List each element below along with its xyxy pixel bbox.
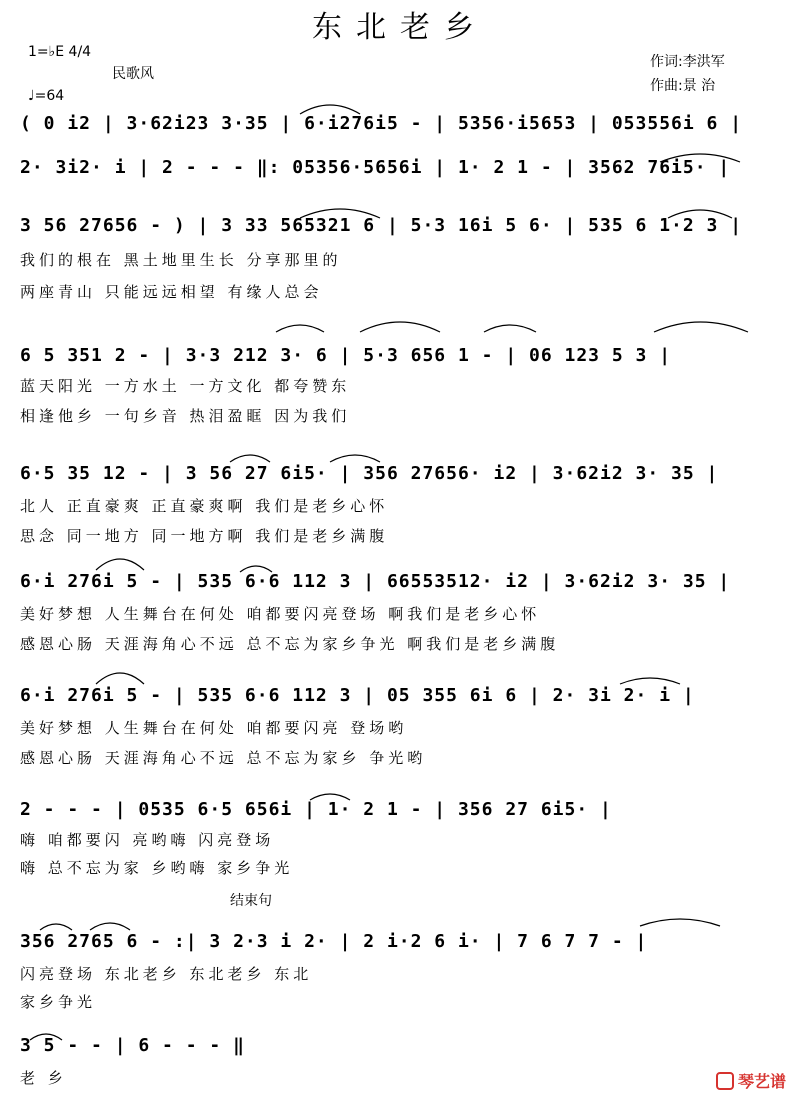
lyric-verse-2: 思念 同一地方 同一地方啊 我们是老乡满腹 — [20, 527, 389, 545]
lyric-verse-2: 家乡争光 — [20, 993, 97, 1011]
watermark-logo — [716, 1069, 786, 1092]
notation-line: ( 0 i2 | 3·62i23 3·35 | 6·i276i5 - | 5356·i5653 | 053556i 6 | — [20, 113, 743, 134]
slur-mark — [640, 919, 720, 926]
notation-line: 6·i 276i 5 - | 535 6·6 112 3 | 66553512· i2 | 3·62i2 3· 35 | — [20, 571, 731, 592]
lyric-verse-1: 蓝天阳光 一方水土 一方文化 都夸赞东 — [20, 377, 351, 395]
lyric-verse-1: 老 乡 — [20, 1069, 67, 1087]
notation-line: 6·5 35 12 - | 3 56 27 6i5· | 356 27656· i2 | 3·62i2 3· 35 | — [20, 463, 719, 484]
notation-line: 2 - - - | 0535 6·5 656i | 1· 2 1 - | 356 27 6i5· | — [20, 799, 612, 820]
lyric-verse-1: 美好梦想 人生舞台在何处 咱都要闪亮 登场哟 — [20, 719, 408, 737]
lyric-verse-2: 嗨 总不忘为家 乡哟嗨 家乡争光 — [20, 859, 294, 877]
notation-line: 6·i 276i 5 - | 535 6·6 112 3 | 05 355 6i 6 | 2· 3i 2· i | — [20, 685, 695, 706]
notation-line: 2· 3i2· i | 2 - - - ‖: 05356·5656i | 1· 2 1 - | 3562 76i5· | — [20, 157, 731, 178]
ending-label: 结束句 — [230, 893, 272, 909]
lyric-verse-1: 嗨 咱都要闪 亮哟嗨 闪亮登场 — [20, 831, 275, 849]
lyricist-credit: 作词:李洪军 — [650, 54, 725, 70]
lyric-verse-1: 闪亮登场 东北老乡 东北老乡 东北 — [20, 965, 313, 983]
composer-credit: 作曲:景 治 — [650, 78, 716, 94]
watermark-text: 琴艺谱 — [737, 1072, 786, 1091]
logo-icon — [716, 1072, 734, 1090]
lyric-verse-2: 感恩心肠 天涯海角心不远 总不忘为家乡争光 啊我们是老乡满腹 — [20, 635, 560, 653]
lyric-verse-1: 我们的根在 黑土地里生长 分享那里的 — [20, 251, 342, 269]
slur-mark — [276, 325, 324, 332]
notation-line: 3 56 27656 - ) | 3 33 565321 6 | 5·3 16i 5 6· | 535 6 1·2 3 | — [20, 215, 743, 236]
slur-mark — [654, 322, 748, 332]
notation-line: 356 2765 6 - :| 3 2·3 i 2· | 2 i·2 6 i· | 7 6 7 7 - | — [20, 931, 648, 952]
lyric-verse-1: 北人 正直豪爽 正直豪爽啊 我们是老乡心怀 — [20, 497, 389, 515]
key-signature: 1=♭E 4/4 — [28, 44, 92, 60]
notation-line: 6 5 351 2 - | 3·3 212 3· 6 | 5·3 656 1 - | 06 123 5 3 | — [20, 345, 672, 366]
song-title: 东北老乡 — [312, 10, 488, 45]
lyric-verse-2: 感恩心肠 天涯海角心不远 总不忘为家乡 争光哟 — [20, 749, 427, 767]
notation-line: 3 5 - - | 6 - - - ‖ — [20, 1035, 245, 1056]
slur-mark — [484, 325, 536, 332]
lyric-verse-2: 相逢他乡 一句乡音 热泪盈眶 因为我们 — [20, 407, 351, 425]
lyric-verse-2: 两座青山 只能远远相望 有缘人总会 — [20, 283, 323, 301]
lyric-verse-1: 美好梦想 人生舞台在何处 咱都要闪亮登场 啊我们是老乡心怀 — [20, 605, 541, 623]
tempo-marking: ♩=64 — [28, 88, 65, 104]
style-marking: 民歌风 — [112, 66, 154, 82]
slur-mark — [360, 322, 440, 332]
